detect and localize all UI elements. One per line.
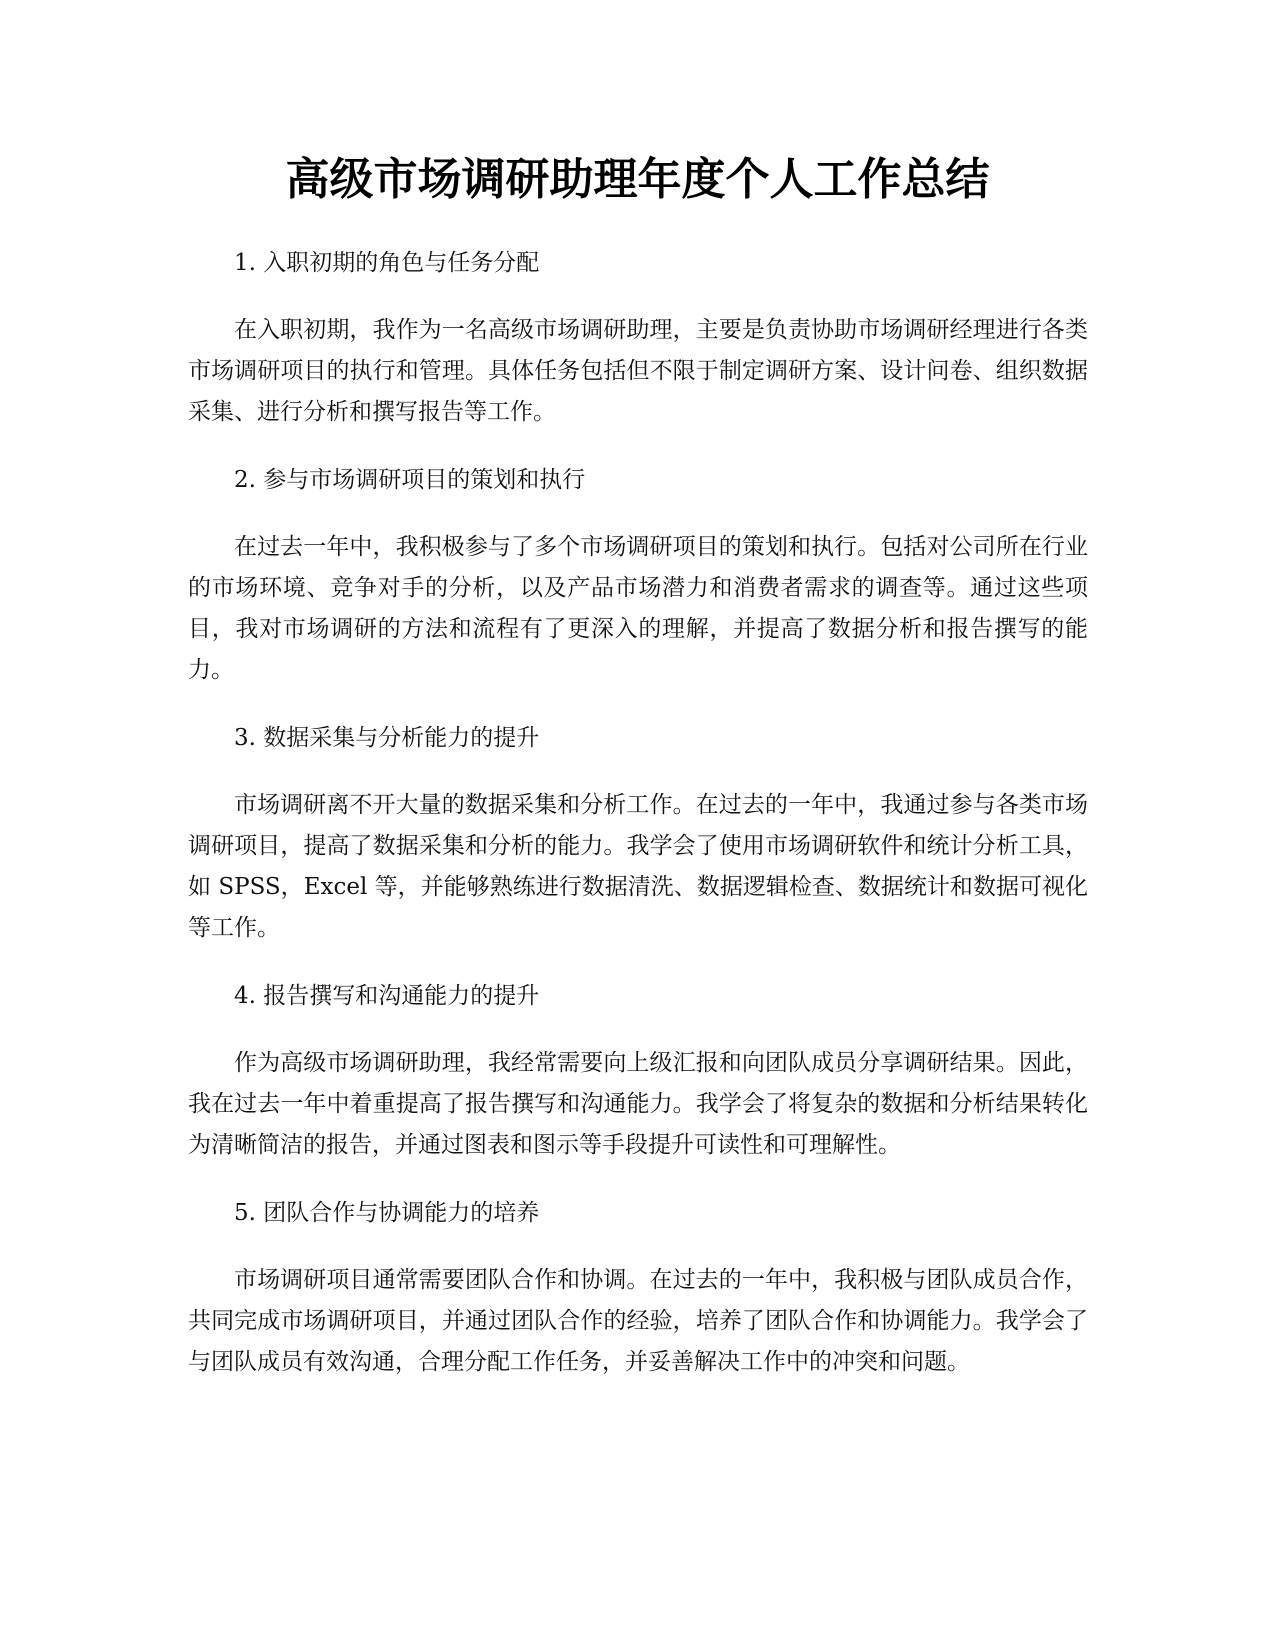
document-body: [188, 242, 1088, 1409]
section-heading: 2. 参与市场调研项目的策划和执行: [234, 467, 586, 493]
section-heading: 3. 数据采集与分析能力的提升: [234, 725, 540, 751]
section-heading: 1. 入职初期的角色与任务分配: [234, 250, 540, 276]
section-paragraph: 市场调研项目通常需要团队合作和协调。在过去的一年中，我积极与团队成员合作，共同完成市场调研项目，并通过团队合作的经验，培养了团队合作和协调能力。我学会了与团队成员有效沟通，合理分配工作任务，并妥善解决工作中的冲突和问题。: [188, 1267, 1088, 1375]
section-paragraph: 在过去一年中，我积极参与了多个市场调研项目的策划和执行。包括对公司所在行业的市场环境、竞争对手的分析，以及产品市场潜力和消费者需求的调查等。通过这些项目，我对市场调研的方法和流程有了更深入的理解，并提高了数据分析和报告撰写的能力。: [188, 534, 1088, 683]
section-heading: 5. 团队合作与协调能力的培养: [234, 1200, 540, 1226]
section-paragraph: 市场调研离不开大量的数据采集和分析工作。在过去的一年中，我通过参与各类市场调研项目，提高了数据采集和分析的能力。我学会了使用市场调研软件和统计分析工具，如 SPSS，Excel 等，并能够熟练进行数据清洗、数据逻辑检查、数据统计和数据可视化等工作。: [188, 792, 1088, 941]
page-title: 高级市场调研助理年度个人工作总结: [285, 154, 990, 205]
section-paragraph: 在入职初期，我作为一名高级市场调研助理，主要是负责协助市场调研经理进行各类市场调研项目的执行和管理。具体任务包括但不限于制定调研方案、设计问卷、组织数据采集、进行分析和撰写报告等工作。: [188, 317, 1088, 425]
section-paragraph: 作为高级市场调研助理，我经常需要向上级汇报和向团队成员分享调研结果。因此，我在过去一年中着重提高了报告撰写和沟通能力。我学会了将复杂的数据和分析结果转化为清晰简洁的报告，并通过图表和图示等手段提升可读性和可理解性。: [188, 1050, 1088, 1158]
section-heading: 4. 报告撰写和沟通能力的提升: [234, 983, 540, 1009]
